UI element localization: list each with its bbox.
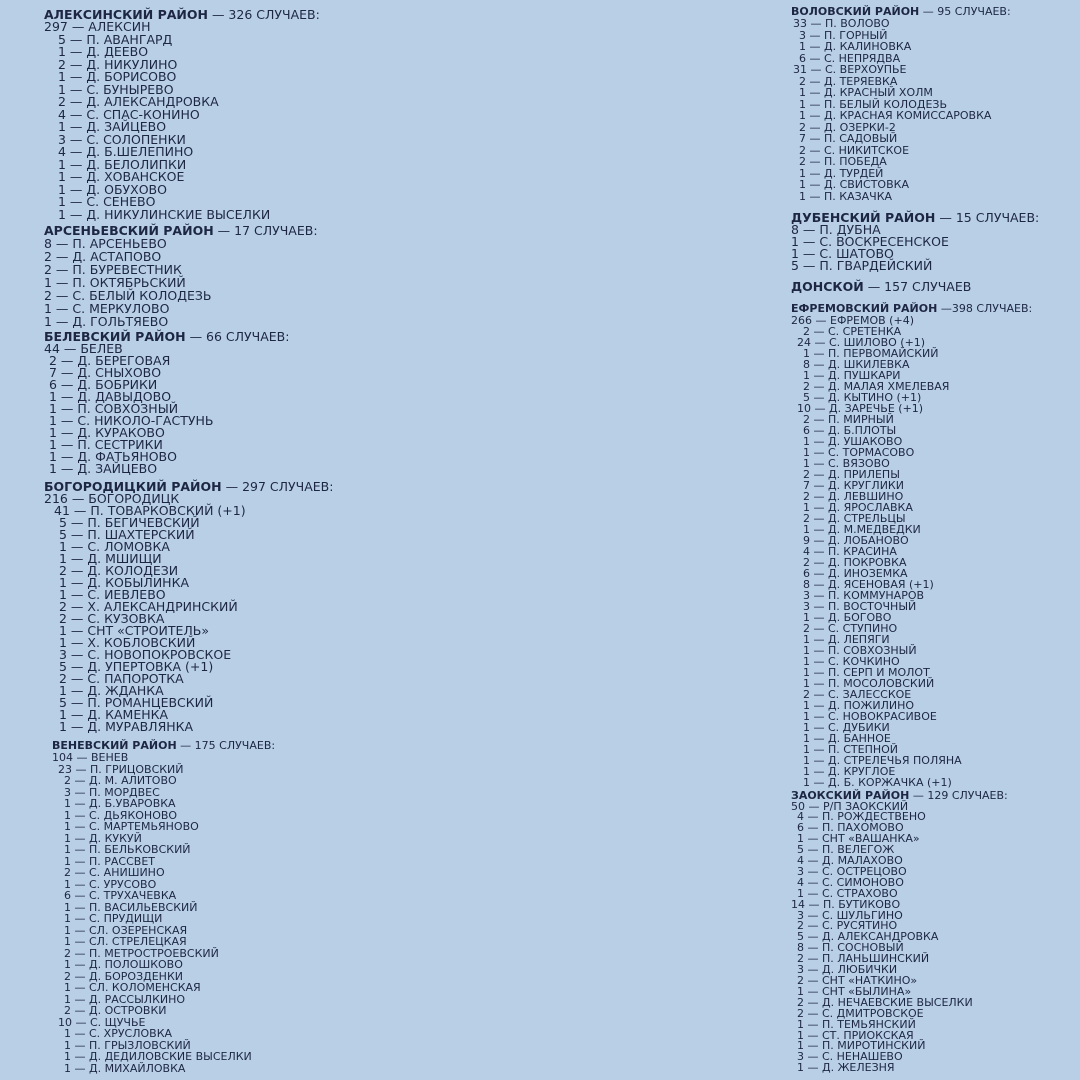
settlement-row: 297 — АЛЕКСИН [44,19,151,34]
settlement-row: 3 — Д. ЛЮБИЧКИ [797,963,898,977]
settlement-row: 1 — СНТ «СТРОИТЕЛЬ» [59,623,210,638]
settlement-row: 2 — Д. БЕРЕГОВАЯ [49,353,171,368]
district-total: — 95 СЛУЧАЕВ: [922,5,1011,18]
settlement-row: 1 — С. ХРУСЛОВКА [64,1027,173,1040]
settlement-row: 1 — Д. ЗАЙЦЕВО [49,461,158,476]
settlement-row: 2 — Д. ЛЕВШИНО [803,490,904,503]
settlement-row: 1 — П. ПЕРВОМАЙСКИЙ [803,347,939,360]
settlement-row: 14 — П. БУТИКОВО [791,897,901,911]
settlement-row: 2 — Д. М. АЛИТОВО [64,774,177,787]
settlement-row: 3 — П. ВОСТОЧНЫЙ [803,600,917,613]
settlement-row: 2 — Д. НЕЧАЕВСКИЕ ВЫСЕЛКИ [797,995,973,1009]
settlement-row: 1 — Д. М.МЕДВЕДКИ [803,523,921,536]
settlement-row: 1 — Д. МИХАЙЛОВКА [64,1061,186,1075]
settlement-row: 2 — Д. КОЛОДЕЗИ [59,563,179,578]
settlement-row: 7 — Д. КРУГЛИКИ [803,479,904,492]
settlement-row: 1 — П. СЕРП И МОЛОТ [803,666,930,679]
settlement-row: 1 — Д. КУРАКОВО [49,425,165,440]
settlement-row: 10 — Д. ЗАРЕЧЬЕ (+1) [797,402,924,415]
settlement-row: 4 — Д. МАЛАХОВО [797,854,903,868]
settlement-row: 1 — С. ТОРМАСОВО [803,446,915,459]
settlement-row: 1 — П. КАЗАЧКА [799,189,893,203]
settlement-row: 1 — Д. БОГОВО [803,611,892,624]
settlement-row: 1 — СЛ. ОЗЕРЕНСКАЯ [64,923,188,937]
district-name: ДОНСКОЙ [791,279,864,294]
settlement-row: 1 — Д. ПОЖИЛИНО [803,699,915,712]
settlement-row: 31 — С. ВЕРХОУПЬЕ [793,63,907,76]
district-name: БЕЛЕВСКИЙ РАЙОН [44,329,186,344]
settlement-row: 2 — С. ПАПОРОТКА [59,671,184,686]
district-total: — 15 СЛУЧАЕВ: [939,210,1040,225]
settlement-row: 1 — П. МОСОЛОВСКИЙ [803,677,935,690]
settlement-row: 9 — Д. ЛОБАНОВО [803,534,909,547]
settlement-row: 50 — Р/П ЗАОКСКИЙ [791,799,909,813]
district-name: ВОЛОВСКИЙ РАЙОН [791,5,920,18]
settlement-row: 1 — СНТ «БЫЛИНА» [797,984,912,998]
district-name: ЗАОКСКИЙ РАЙОН [791,789,910,802]
settlement-row: 1 — П. СОВХОЗНЫЙ [49,401,179,416]
settlement-row: 1 — Д. Б. КОРЖАЧКА (+1) [803,776,952,789]
settlement-row: 24 — С. ШИЛОВО (+1) [797,336,926,349]
settlement-row: 1 — Д. ЯРОСЛАВКА [803,501,913,514]
settlement-row: 2 — П. БУРЕВЕСТНИК [44,262,182,277]
settlement-row: 5 — Д. КЫТИНО (+1) [803,391,922,404]
district-total: — 157 СЛУЧАЕВ [867,279,972,294]
settlement-row: 1 — П. БЕЛЬКОВСКИЙ [64,843,191,856]
district-name: БОГОРОДИЦКИЙ РАЙОН [44,479,222,494]
settlement-row: 1 — П. РАССВЕТ [64,854,155,868]
settlement-row: 1 — Д. НИКУЛИНСКИЕ ВЫСЕЛКИ [58,206,271,222]
settlement-row: 1 — Д. БОРИСОВО [58,69,177,84]
settlement-row: 4 — С. СИМОНОВО [797,875,904,889]
settlement-row: 33 — П. ВОЛОВО [793,17,890,30]
settlement-row: 4 — С. СПАС-КОНИНО [58,106,200,122]
settlement-row: 8 — П. АРСЕНЬЕВО [44,236,167,251]
settlement-row: 1 — Д. КАМЕНКА [59,707,169,722]
settlement-row: 6 — Д. ИНОЗЕМКА [803,567,908,580]
district-block-dubna [791,211,1039,272]
settlement-row: 1 — Д. БАННОЕ [803,732,891,745]
settlement-row: 1 — Д. ЖДАНКА [59,683,164,698]
settlement-row: 1 — П. СТЕПНОЙ [803,743,899,756]
district-total: — 326 СЛУЧАЕВ: [211,7,320,22]
settlement-row: 4 — П. КРАСИНА [803,545,897,558]
settlement-row: 1 — Д. ФАТЬЯНОВО [49,449,177,464]
settlement-row: 1 — Д. КОБЫЛИНКА [59,575,190,590]
settlement-row: 5 — П. БЕГИЧЕВСКИЙ [59,515,200,530]
settlement-row: 1 — Д. БЕЛОЛИПКИ [58,156,187,172]
settlement-row: 1 — Д. КРУГЛОЕ [803,765,896,778]
settlement-row: 41 — П. ТОВАРКОВСКИЙ (+1) [54,503,246,518]
settlement-row: 3 — С. СОЛОПЕНКИ [58,131,186,147]
settlement-row: 3 — С. НЕНАШЕВО [797,1050,903,1064]
district-block-donskoy [791,280,971,293]
settlement-row: 1 — Д. МУРАВЛЯНКА [59,719,194,734]
settlement-row: 8 — П. СОСНОВЫЙ [797,941,904,955]
settlement-row: 2 — СНТ «НАТКИНО» [797,974,918,987]
settlement-row: 1 — Д. Б.УВАРОВКА [64,797,176,810]
settlement-row: 1 — Д. ДАВЫДОВО [49,389,172,404]
settlement-list [44,21,320,221]
settlement-row: 6 — П. ПАХОМОВО [797,821,904,835]
district-total: — 297 СЛУЧАЕВ: [225,479,334,494]
settlement-row: 8 — Д. ШКИЛЕВКА [803,358,910,371]
settlement-row: 1 — Д. КРАСНЫЙ ХОЛМ [799,86,933,99]
settlement-row: 7 — Д. СНЫХОВО [49,365,162,380]
settlement-row: 2 — С. ЗАЛЕССКОЕ [803,688,912,701]
settlement-list [44,343,289,475]
settlement-row: 2 — С. КУЗОВКА [59,611,165,626]
settlement-row: 6 — Д. БОБРИКИ [49,377,158,392]
settlement-row: 1 — Д. СТРЕЛЕЧЬЯ ПОЛЯНА [803,754,962,767]
settlement-row: 2 — Д. АСТАПОВО [44,249,162,264]
district-total: —398 СЛУЧАЕВ: [940,302,1033,315]
settlement-row: 1 — С. УРУСОВО [64,877,157,891]
settlement-row: 7 — П. САДОВЫЙ [799,132,898,145]
settlement-row: 1 — С. НИКОЛО-ГАСТУНЬ [49,413,214,428]
settlement-row: 1 — Д. ГОЛЬТЯЕВО [44,314,169,329]
settlement-row: 1 — Д. ОБУХОВО [58,181,167,197]
settlement-list [791,224,1039,272]
settlement-row: 2 — С. БЕЛЫЙ КОЛОДЕЗЬ [44,288,212,303]
settlement-row: 216 — БОГОРОДИЦК [44,491,180,506]
settlement-row: 2 — Д. ПОКРОВКА [803,556,907,569]
district-block-aleksin [44,8,320,221]
settlement-row: 1 — СЛ. СТРЕЛЕЦКАЯ [64,935,187,948]
settlement-row: 266 — ЕФРЕМОВ (+4) [791,314,914,327]
settlement-row: 1 — С. МЕРКУЛОВО [44,301,170,316]
settlement-row: 1 — Д. ЗАЙЦЕВО [58,119,167,134]
settlement-list [52,752,275,1074]
district-name: ДУБЕНСКИЙ РАЙОН [791,210,936,225]
settlement-row: 5 — П. ВЕЛЕГОЖ [797,843,895,857]
district-total: — 129 СЛУЧАЕВ: [912,789,1008,802]
district-header [791,280,971,293]
settlement-row: 1 — П. МИРОТИНСКИЙ [797,1039,926,1053]
settlement-row: 1 — П. СЕСТРИКИ [49,437,163,452]
district-name: ЕФРЕМОВСКИЙ РАЙОН [791,302,938,315]
settlement-row: 2 — С. ДМИТРОВСКОЕ [797,1006,924,1020]
settlement-row: 4 — Д. Б.ШЕЛЕПИНО [58,144,194,159]
settlement-row: 6 — С. НЕПРЯДВА [799,51,901,65]
settlement-row: 1 — СНТ «ВАШАНКА» [797,832,920,846]
settlement-row: 2 — Д. ТЕРЯЕВКА [799,74,898,88]
settlement-row: 2 — С. АНИШИНО [64,866,165,879]
district-total: — 66 СЛУЧАЕВ: [189,329,290,344]
settlement-list [791,799,1008,1075]
settlement-row: 44 — БЕЛЕВ [44,341,123,356]
settlement-row: 2 — Д. АЛЕКСАНДРОВКА [58,94,219,109]
settlement-row: 1 — С. ДЬЯКОНОВО [64,808,178,822]
settlement-row: 8 — П. ДУБНА [791,222,881,237]
settlement-row: 1 — Д. ТУРДЕЙ [799,166,884,180]
settlement-row: 5 — П. ГВАРДЕЙСКИЙ [791,258,933,273]
settlement-row: 1 — С. МАРТЕМЬЯНОВО [64,820,199,833]
settlement-row: 1 — Д. ПУШКАРИ [803,369,901,382]
settlement-row: 2 — Д. БОРОЗДЕНКИ [64,969,183,983]
settlement-row: 1 — Д. ЖЕЛЕЗНЯ [797,1061,895,1075]
settlement-row: 2 — Д. ПРИЛЕПЫ [803,468,900,481]
settlement-row: 1 — С. ЛОМОВКА [59,539,170,554]
settlement-row: 1 — Д. КРАСНАЯ КОМИССАРОВКА [799,109,992,122]
settlement-list [44,237,318,328]
settlement-row: 3 — С. НОВОПОКРОВСКОЕ [59,647,232,662]
settlement-row: 1 — С. ВОСКРЕСЕНСКОЕ [791,234,949,249]
settlement-list [791,18,1011,202]
settlement-row: 1 — Д. КУКУЙ [64,831,142,845]
settlement-row: 10 — С. ЩУЧЬЕ [58,1015,146,1029]
settlement-row: 2 — Д. МАЛАЯ ХМЕЛЕВАЯ [803,380,950,393]
settlement-row: 1 — С. ШАТОВО [791,246,894,261]
settlement-row: 1 — Д. УШАКОВО [803,435,903,448]
settlement-row: 1 — С. ВЯЗОВО [803,457,890,470]
settlement-row: 2 — П. ЛАНЬШИНСКИЙ [797,952,930,966]
settlement-row: 1 — П. ТЕМЬЯНСКИЙ [797,1017,916,1031]
district-block-belev [44,330,289,475]
district-total: — 175 СЛУЧАЕВ: [180,739,276,752]
settlement-row: 2 — С. НИКИТСКОЕ [799,143,910,157]
settlement-row: 1 — Д. ХОВАНСКОЕ [58,169,185,184]
settlement-row: 2 — П. ПОБЕДА [799,155,887,168]
settlement-row: 3 — С. ОСТРЕЦОВО [797,864,907,878]
settlement-row: 5 — П. РОМАНЦЕВСКИЙ [59,695,214,710]
district-name: ВЕНЕВСКИЙ РАЙОН [52,739,177,752]
settlement-row: 1 — С. СЕНЕВО [58,194,156,209]
settlement-row: 1 — П. СОВХОЗНЫЙ [803,644,917,657]
settlement-row: 1 — Д. КАЛИНОВКА [799,40,912,53]
settlement-row: 2 — Д. НИКУЛИНО [58,56,178,72]
settlement-row: 23 — П. ГРИЦОВСКИЙ [58,762,184,776]
settlement-row: 1 — С. ИЕВЛЕВО [59,587,166,602]
settlement-row: 1 — С. КОЧКИНО [803,655,900,668]
settlement-row: 1 — Д. ПОЛОШКОВО [64,958,183,971]
settlement-row: 2 — Д. СТРЕЛЬЦЫ [803,512,906,525]
district-total: — 17 СЛУЧАЕВ: [217,223,318,238]
settlement-row: 2 — Д. ОЗЕРКИ-2 [799,120,896,134]
settlement-row: 2 — П. МИРНЫЙ [803,413,894,426]
settlement-row: 3 — П. ГОРНЫЙ [799,28,888,42]
settlement-row: 2 — Д. ОСТРОВКИ [64,1004,167,1017]
district-block-efremov [791,302,1032,788]
settlement-row: 1 — П. ГРЫЗЛОВСКИЙ [64,1038,191,1052]
settlement-row: 2 — С. РУСЯТИНО [797,919,898,933]
settlement-row: 1 — Д. СВИСТОВКА [799,178,909,191]
district-name: АЛЕКСИНСКИЙ РАЙОН [44,7,208,22]
settlement-row: 5 — П. АВАНГАРД [58,31,173,47]
district-name: АРСЕНЬЕВСКИЙ РАЙОН [44,223,214,238]
settlement-row: 1 — П. ОКТЯБРЬСКИЙ [44,275,186,290]
settlement-row: 1 — Х. КОБЛОВСКИЙ [59,635,196,650]
district-block-bogoroditsk [44,480,333,733]
settlement-row: 1 — СЛ. КОЛОМЕНСКАЯ [64,981,201,994]
settlement-row: 1 — С. ДУБИКИ [803,721,890,734]
settlement-row: 1 — СТ. ПРИОКСКАЯ [797,1028,914,1042]
settlement-row: 6 — Д. Б.ПЛОТЫ [803,424,897,437]
settlement-row: 1 — С. БУНЫРЕВО [58,81,174,97]
district-block-arsenev [44,224,318,328]
settlement-row: 1 — С. СТРАХОВО [797,886,898,900]
settlement-row: 1 — П. БЕЛЫЙ КОЛОДЕЗЬ [799,97,947,111]
settlement-row: 1 — С. ПРУДИЩИ [64,912,163,925]
district-block-volovo [791,5,1011,202]
settlement-row: 2 — П. МЕТРОСТРОЕВСКИЙ [64,946,219,960]
settlement-row: 1 — Д. ЛЕПЯГИ [803,633,890,646]
district-block-venev [52,739,275,1074]
settlement-row: 1 — П. ВАСИЛЬЕВСКИЙ [64,900,198,914]
settlement-row: 5 — П. ШАХТЕРСКИЙ [59,527,195,542]
settlement-row: 3 — П. КОММУНАРОВ [803,589,925,602]
settlement-row: 1 — Д. РАССЫЛКИНО [64,992,186,1006]
settlement-row: 3 — С. ШУЛЬГИНО [797,908,903,922]
settlement-row: 1 — С. НОВОКРАСИВОЕ [803,710,937,723]
settlement-list [791,315,1032,788]
settlement-row: 2 — С. СРЕТЕНКА [803,325,902,338]
settlement-row: 1 — Д. ДЕДИЛОВСКИЕ ВЫСЕЛКИ [64,1050,252,1063]
settlement-row: 2 — С. СТУПИНО [803,622,898,635]
settlement-row: 4 — П. РОЖДЕСТВЕНО [797,810,926,824]
settlement-row: 1 — Д. ДЕЕВО [58,44,149,59]
settlement-row: 3 — П. МОРДВЕС [64,785,160,799]
settlement-row: 5 — Д. УПЕРТОВКА (+1) [59,659,214,674]
settlement-row: 6 — С. ТРУХАЧЕВКА [64,889,177,902]
settlement-list [44,493,333,733]
settlement-row: 104 — ВЕНЕВ [52,751,129,764]
settlement-row: 1 — Д. МШИЩИ [59,551,162,566]
district-block-zaoksk [791,790,1008,1074]
settlement-row: 5 — Д. АЛЕКСАНДРОВКА [797,930,939,944]
settlement-row: 8 — Д. ЯСЕНОВАЯ (+1) [803,578,934,591]
settlement-row: 2 — Х. АЛЕКСАНДРИНСКИЙ [59,599,238,614]
